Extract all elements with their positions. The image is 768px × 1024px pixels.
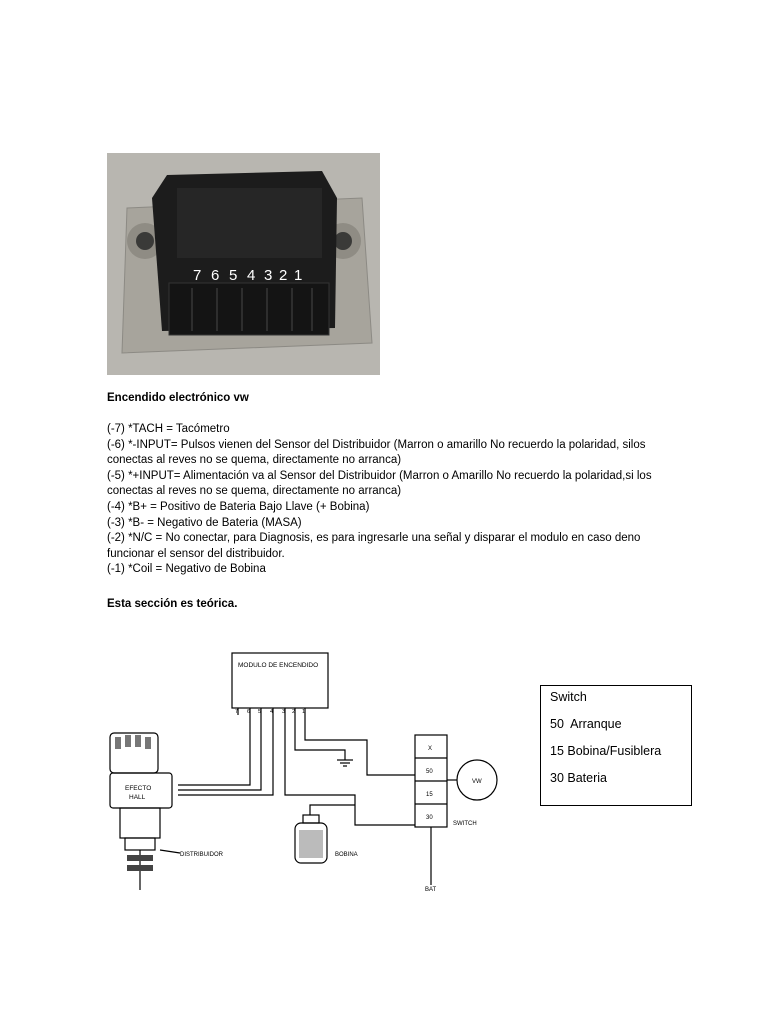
legend-item: 30 Bateria bbox=[550, 771, 607, 785]
pin-number: 3 bbox=[264, 267, 273, 284]
module-pin: 3 bbox=[282, 709, 286, 715]
module-label: MODULO DE ENCENDIDO bbox=[238, 662, 319, 669]
pin-number: 7 bbox=[193, 267, 202, 284]
hall-label: EFECTO bbox=[125, 785, 152, 792]
page-heading: Encendido electrónico vw bbox=[107, 392, 249, 404]
module-pin: 4 bbox=[270, 709, 274, 715]
distributor-label: DISTRIBUIDOR bbox=[180, 852, 224, 858]
hall-label: HALL bbox=[129, 794, 146, 801]
coil-label: BOBINA bbox=[335, 852, 358, 858]
legend-item: 50 Arranque bbox=[550, 717, 622, 731]
switch-terminal: X bbox=[428, 746, 433, 752]
switch-terminal: 50 bbox=[426, 769, 433, 775]
pin-description-list bbox=[107, 422, 667, 578]
pin-number: 5 bbox=[229, 267, 238, 284]
module-pin: 2 bbox=[292, 709, 296, 715]
pin-description: (-6) *-INPUT= Pulsos vienen del Sensor del Distribuidor (Marron o amarillo No recuerdo la polaridad, silos conectas al reves no se quema, directamente no arranca) bbox=[107, 438, 646, 467]
module-pin: 6 bbox=[247, 709, 251, 715]
switch-label: SWITCH bbox=[453, 821, 477, 827]
theory-note: Esta sección es teórica. bbox=[107, 598, 238, 610]
wiring-schematic bbox=[105, 645, 525, 900]
module-pin: 7 bbox=[235, 709, 239, 715]
pin-description: (-4) *B+ = Positivo de Bateria Bajo Llave (+ Bobina) bbox=[107, 500, 370, 513]
ignition-module-photo bbox=[107, 153, 380, 375]
legend-item: 15 Bobina/Fusiblera bbox=[550, 744, 662, 758]
pin-number: 6 bbox=[211, 267, 220, 284]
pin-description: (-7) *TACH = Tacómetro bbox=[107, 423, 230, 435]
pin-description: (-1) *Coil = Negativo de Bobina bbox=[107, 563, 266, 576]
switch-terminal: 30 bbox=[426, 815, 433, 821]
switch-legend bbox=[540, 685, 692, 806]
pin-description: (-5) *+INPUT= Alimentación va al Sensor del Distribuidor (Marron o Amarillo No recuerdo la polaridad,si los conectas al reves no se quema, directamente no arranca) bbox=[107, 469, 652, 498]
module-pin: 5 bbox=[258, 709, 262, 715]
pin-number: 4 bbox=[247, 267, 256, 284]
pin-description: (-2) *N/C = No conectar, para Diagnosis, es para ingresarle una señal y disparar el modulo en caso deno funcionar el sensor del distribuidor. bbox=[107, 532, 641, 560]
pin-number: 2 bbox=[279, 267, 288, 284]
legend-title: Switch bbox=[550, 690, 587, 704]
module-pin: 1 bbox=[302, 709, 306, 715]
bat-label: BAT bbox=[425, 887, 437, 893]
key-label: VW bbox=[472, 779, 482, 785]
switch-terminal: 15 bbox=[426, 792, 433, 798]
pin-description: (-3) *B- = Negativo de Bateria (MASA) bbox=[107, 516, 302, 529]
pin-number: 1 bbox=[294, 267, 303, 284]
